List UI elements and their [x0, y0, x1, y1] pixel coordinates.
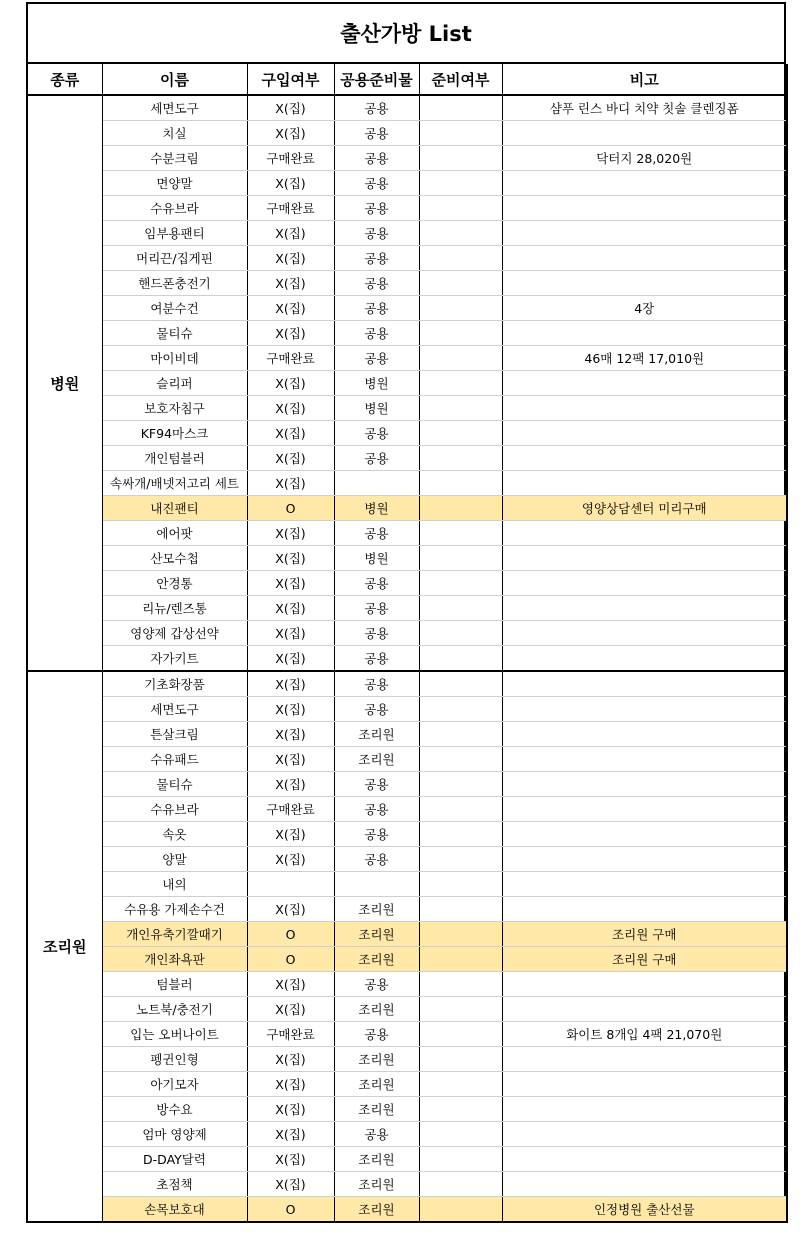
note-cell	[502, 371, 787, 396]
table-row	[27, 671, 787, 697]
item-name-cell: 면양말	[102, 171, 247, 196]
item-name-cell: 초점책	[102, 1172, 247, 1197]
purchase-status-cell: X(집)	[247, 621, 334, 646]
item-name-cell: 안경통	[102, 571, 247, 596]
ready-status-cell	[419, 146, 502, 171]
ready-status-cell	[419, 972, 502, 997]
common-item-cell: 공용	[334, 421, 419, 446]
note-cell	[502, 421, 787, 446]
common-item-cell: 조리원	[334, 1197, 419, 1223]
note-cell	[502, 321, 787, 346]
purchase-status-cell: 구매완료	[247, 346, 334, 371]
note-cell	[502, 1047, 787, 1072]
common-item-cell: 공용	[334, 596, 419, 621]
item-name-cell: 입는 오버나이트	[102, 1022, 247, 1047]
item-name-cell: 기초화장품	[102, 671, 247, 697]
item-name-cell: 양말	[102, 847, 247, 872]
table-row	[27, 571, 787, 596]
common-item-cell: 조리원	[334, 947, 419, 972]
item-name-cell: 텀블러	[102, 972, 247, 997]
purchase-status-cell: X(집)	[247, 596, 334, 621]
item-name-cell: KF94마스크	[102, 421, 247, 446]
note-cell	[502, 546, 787, 571]
item-name-cell: 수유브라	[102, 196, 247, 221]
purchase-status-cell: 구매완료	[247, 1022, 334, 1047]
purchase-status-cell: X(집)	[247, 722, 334, 747]
table-row	[27, 596, 787, 621]
note-cell	[502, 596, 787, 621]
ready-status-cell	[419, 296, 502, 321]
table-row	[27, 1197, 787, 1223]
table-row	[27, 271, 787, 296]
purchase-status-cell: X(집)	[247, 972, 334, 997]
note-cell	[502, 1122, 787, 1147]
table-row	[27, 1022, 787, 1047]
common-item-cell: 공용	[334, 671, 419, 697]
ready-status-cell	[419, 1122, 502, 1147]
purchase-status-cell: X(집)	[247, 1047, 334, 1072]
common-item-cell: 병원	[334, 396, 419, 421]
common-item-cell: 조리원	[334, 1172, 419, 1197]
note-cell	[502, 121, 787, 146]
item-name-cell: 임부용팬티	[102, 221, 247, 246]
note-cell	[502, 571, 787, 596]
purchase-status-cell: X(집)	[247, 95, 334, 121]
purchase-status-cell: X(집)	[247, 1072, 334, 1097]
ready-status-cell	[419, 246, 502, 271]
table-row	[27, 1047, 787, 1072]
note-cell: 조리원 구매	[502, 947, 787, 972]
note-cell	[502, 1097, 787, 1122]
item-name-cell: 튼살크림	[102, 722, 247, 747]
purchase-status-cell: X(집)	[247, 171, 334, 196]
ready-status-cell	[419, 1072, 502, 1097]
ready-status-cell	[419, 697, 502, 722]
ready-status-cell	[419, 196, 502, 221]
ready-status-cell	[419, 396, 502, 421]
purchase-status-cell: X(집)	[247, 1172, 334, 1197]
ready-status-cell	[419, 897, 502, 922]
table-row	[27, 847, 787, 872]
table-row	[27, 321, 787, 346]
table-row	[27, 396, 787, 421]
note-cell	[502, 221, 787, 246]
ready-status-cell	[419, 722, 502, 747]
table-row	[27, 171, 787, 196]
ready-status-cell	[419, 471, 502, 496]
table-row	[27, 1147, 787, 1172]
common-item-cell: 병원	[334, 546, 419, 571]
note-cell: 인정병원 출산선물	[502, 1197, 787, 1223]
purchase-status-cell: X(집)	[247, 296, 334, 321]
header-name: 이름	[102, 64, 247, 95]
ready-status-cell	[419, 1197, 502, 1223]
table-row	[27, 121, 787, 146]
common-item-cell: 공용	[334, 697, 419, 722]
purchase-status-cell: X(집)	[247, 321, 334, 346]
table-row	[27, 922, 787, 947]
purchase-status-cell: 구매완료	[247, 797, 334, 822]
item-name-cell: 산모수첩	[102, 546, 247, 571]
common-item-cell: 공용	[334, 571, 419, 596]
purchase-status-cell: O	[247, 922, 334, 947]
note-cell	[502, 722, 787, 747]
ready-status-cell	[419, 1147, 502, 1172]
ready-status-cell	[419, 596, 502, 621]
item-name-cell: 노트북/충전기	[102, 997, 247, 1022]
purchase-status-cell: X(집)	[247, 646, 334, 672]
common-item-cell: 조리원	[334, 922, 419, 947]
common-item-cell: 조리원	[334, 997, 419, 1022]
purchase-status-cell: X(집)	[247, 271, 334, 296]
note-cell	[502, 246, 787, 271]
common-item-cell: 조리원	[334, 1147, 419, 1172]
purchase-status-cell: X(집)	[247, 471, 334, 496]
common-item-cell	[334, 872, 419, 897]
common-item-cell: 공용	[334, 146, 419, 171]
table-row	[27, 772, 787, 797]
purchase-status-cell: X(집)	[247, 246, 334, 271]
table-row	[27, 446, 787, 471]
ready-status-cell	[419, 822, 502, 847]
table-row	[27, 296, 787, 321]
table-row	[27, 146, 787, 171]
note-cell	[502, 646, 787, 672]
common-item-cell: 공용	[334, 972, 419, 997]
note-cell	[502, 671, 787, 697]
note-cell	[502, 1072, 787, 1097]
note-cell	[502, 171, 787, 196]
note-cell: 화이트 8개입 4팩 21,070원	[502, 1022, 787, 1047]
ready-status-cell	[419, 797, 502, 822]
table-row	[27, 722, 787, 747]
common-item-cell: 병원	[334, 496, 419, 521]
common-item-cell: 조리원	[334, 747, 419, 772]
purchase-status-cell: X(집)	[247, 822, 334, 847]
table-row	[27, 1172, 787, 1197]
ready-status-cell	[419, 346, 502, 371]
common-item-cell: 공용	[334, 1122, 419, 1147]
ready-status-cell	[419, 171, 502, 196]
header-common: 공용준비물	[334, 64, 419, 95]
common-item-cell: 공용	[334, 797, 419, 822]
item-name-cell: 세면도구	[102, 95, 247, 121]
ready-status-cell	[419, 772, 502, 797]
purchase-status-cell: 구매완료	[247, 196, 334, 221]
ready-status-cell	[419, 747, 502, 772]
note-cell	[502, 822, 787, 847]
item-name-cell: 보호자침구	[102, 396, 247, 421]
table-row	[27, 697, 787, 722]
table-row	[27, 221, 787, 246]
ready-status-cell	[419, 571, 502, 596]
purchase-status-cell: X(집)	[247, 1122, 334, 1147]
note-cell: 닥터지 28,020원	[502, 146, 787, 171]
ready-status-cell	[419, 95, 502, 121]
page-title: 출산가방 List	[28, 4, 784, 64]
purchase-status-cell	[247, 872, 334, 897]
purchase-status-cell: X(집)	[247, 121, 334, 146]
table-row	[27, 1072, 787, 1097]
note-cell	[502, 471, 787, 496]
table-row	[27, 496, 787, 521]
common-item-cell: 조리원	[334, 1072, 419, 1097]
table-row	[27, 822, 787, 847]
checklist-table	[26, 64, 788, 1223]
common-item-cell: 공용	[334, 646, 419, 672]
item-name-cell: 세면도구	[102, 697, 247, 722]
common-item-cell: 공용	[334, 1022, 419, 1047]
ready-status-cell	[419, 521, 502, 546]
common-item-cell: 조리원	[334, 1097, 419, 1122]
note-cell	[502, 1172, 787, 1197]
note-cell	[502, 396, 787, 421]
table-row	[27, 1097, 787, 1122]
ready-status-cell	[419, 1022, 502, 1047]
table-row	[27, 196, 787, 221]
purchase-status-cell: X(집)	[247, 897, 334, 922]
common-item-cell: 병원	[334, 371, 419, 396]
item-name-cell: 개인좌욕판	[102, 947, 247, 972]
item-name-cell: 물티슈	[102, 321, 247, 346]
note-cell	[502, 697, 787, 722]
ready-status-cell	[419, 872, 502, 897]
item-name-cell: 엄마 영양제	[102, 1122, 247, 1147]
item-name-cell: 수유브라	[102, 797, 247, 822]
note-cell	[502, 747, 787, 772]
ready-status-cell	[419, 421, 502, 446]
ready-status-cell	[419, 671, 502, 697]
ready-status-cell	[419, 997, 502, 1022]
table-row	[27, 371, 787, 396]
item-name-cell: 펭귄인형	[102, 1047, 247, 1072]
common-item-cell: 공용	[334, 121, 419, 146]
common-item-cell: 공용	[334, 221, 419, 246]
table-row	[27, 872, 787, 897]
ready-status-cell	[419, 847, 502, 872]
table-row	[27, 646, 787, 672]
common-item-cell: 공용	[334, 847, 419, 872]
item-name-cell: 수유용 가제손수건	[102, 897, 247, 922]
purchase-status-cell: X(집)	[247, 396, 334, 421]
purchase-status-cell: X(집)	[247, 446, 334, 471]
item-name-cell: 속싸개/배넷저고리 세트	[102, 471, 247, 496]
common-item-cell: 공용	[334, 621, 419, 646]
common-item-cell: 공용	[334, 772, 419, 797]
table-row	[27, 246, 787, 271]
note-cell	[502, 521, 787, 546]
note-cell: 46매 12팩 17,010원	[502, 346, 787, 371]
common-item-cell: 공용	[334, 271, 419, 296]
purchase-status-cell: X(집)	[247, 371, 334, 396]
common-item-cell: 공용	[334, 246, 419, 271]
item-name-cell: 핸드폰충전기	[102, 271, 247, 296]
common-item-cell: 공용	[334, 95, 419, 121]
item-name-cell: 내의	[102, 872, 247, 897]
item-name-cell: 영양제 갑상선약	[102, 621, 247, 646]
common-item-cell: 공용	[334, 446, 419, 471]
ready-status-cell	[419, 646, 502, 672]
note-cell	[502, 897, 787, 922]
common-item-cell: 조리원	[334, 722, 419, 747]
common-item-cell: 공용	[334, 822, 419, 847]
purchase-status-cell: X(집)	[247, 747, 334, 772]
purchase-status-cell: X(집)	[247, 671, 334, 697]
ready-status-cell	[419, 947, 502, 972]
item-name-cell: 슬리퍼	[102, 371, 247, 396]
table-body	[27, 95, 787, 1222]
common-item-cell: 공용	[334, 196, 419, 221]
item-name-cell: 아기모자	[102, 1072, 247, 1097]
ready-status-cell	[419, 1097, 502, 1122]
common-item-cell: 공용	[334, 321, 419, 346]
common-item-cell: 조리원	[334, 1047, 419, 1072]
ready-status-cell	[419, 446, 502, 471]
ready-status-cell	[419, 496, 502, 521]
item-name-cell: 수유패드	[102, 747, 247, 772]
header-row	[27, 64, 787, 95]
header-ready: 준비여부	[419, 64, 502, 95]
category-cell: 조리원	[27, 671, 102, 1222]
note-cell	[502, 847, 787, 872]
table-row	[27, 797, 787, 822]
note-cell	[502, 446, 787, 471]
ready-status-cell	[419, 271, 502, 296]
ready-status-cell	[419, 1047, 502, 1072]
table-row	[27, 471, 787, 496]
item-name-cell: 치실	[102, 121, 247, 146]
purchase-status-cell: X(집)	[247, 221, 334, 246]
category-cell: 병원	[27, 95, 102, 671]
note-cell	[502, 621, 787, 646]
ready-status-cell	[419, 1172, 502, 1197]
purchase-status-cell: X(집)	[247, 546, 334, 571]
note-cell: 조리원 구매	[502, 922, 787, 947]
note-cell	[502, 196, 787, 221]
note-cell	[502, 997, 787, 1022]
ready-status-cell	[419, 922, 502, 947]
purchase-status-cell: X(집)	[247, 847, 334, 872]
table-row	[27, 421, 787, 446]
common-item-cell: 공용	[334, 521, 419, 546]
table-row	[27, 947, 787, 972]
ready-status-cell	[419, 221, 502, 246]
item-name-cell: 마이비데	[102, 346, 247, 371]
note-cell	[502, 1147, 787, 1172]
purchase-status-cell: 구매완료	[247, 146, 334, 171]
header-category: 종류	[27, 64, 102, 95]
ready-status-cell	[419, 621, 502, 646]
purchase-status-cell: X(집)	[247, 772, 334, 797]
common-item-cell: 공용	[334, 171, 419, 196]
note-cell: 4장	[502, 296, 787, 321]
table-row	[27, 972, 787, 997]
purchase-status-cell: X(집)	[247, 697, 334, 722]
table-row	[27, 897, 787, 922]
table-row	[27, 546, 787, 571]
item-name-cell: 물티슈	[102, 772, 247, 797]
item-name-cell: 자가키트	[102, 646, 247, 672]
item-name-cell: 개인유축기깔때기	[102, 922, 247, 947]
item-name-cell: 개인텀블러	[102, 446, 247, 471]
purchase-status-cell: O	[247, 496, 334, 521]
purchase-status-cell: X(집)	[247, 1147, 334, 1172]
header-note: 비고	[502, 64, 787, 95]
header-purchase: 구입여부	[247, 64, 334, 95]
purchase-status-cell: X(집)	[247, 421, 334, 446]
note-cell	[502, 797, 787, 822]
purchase-status-cell: X(집)	[247, 997, 334, 1022]
common-item-cell	[334, 471, 419, 496]
item-name-cell: 손목보호대	[102, 1197, 247, 1223]
checklist-sheet	[26, 2, 786, 1223]
item-name-cell: 내진팬티	[102, 496, 247, 521]
ready-status-cell	[419, 371, 502, 396]
item-name-cell: 여분수건	[102, 296, 247, 321]
common-item-cell: 공용	[334, 296, 419, 321]
common-item-cell: 공용	[334, 346, 419, 371]
item-name-cell: 리뉴/렌즈통	[102, 596, 247, 621]
table-row	[27, 95, 787, 121]
item-name-cell: 방수요	[102, 1097, 247, 1122]
item-name-cell: 머리끈/집게핀	[102, 246, 247, 271]
item-name-cell: 에어팟	[102, 521, 247, 546]
item-name-cell: 수분크림	[102, 146, 247, 171]
table-row	[27, 346, 787, 371]
note-cell: 영양상담센터 미리구매	[502, 496, 787, 521]
purchase-status-cell: O	[247, 1197, 334, 1223]
note-cell	[502, 872, 787, 897]
ready-status-cell	[419, 121, 502, 146]
purchase-status-cell: O	[247, 947, 334, 972]
note-cell	[502, 972, 787, 997]
table-row	[27, 997, 787, 1022]
purchase-status-cell: X(집)	[247, 521, 334, 546]
purchase-status-cell: X(집)	[247, 1097, 334, 1122]
common-item-cell: 조리원	[334, 897, 419, 922]
ready-status-cell	[419, 321, 502, 346]
item-name-cell: D-DAY달력	[102, 1147, 247, 1172]
note-cell	[502, 772, 787, 797]
note-cell	[502, 271, 787, 296]
table-row	[27, 747, 787, 772]
table-row	[27, 621, 787, 646]
purchase-status-cell: X(집)	[247, 571, 334, 596]
table-row	[27, 521, 787, 546]
item-name-cell: 속옷	[102, 822, 247, 847]
note-cell: 샴푸 린스 바디 치약 칫솔 클렌징폼	[502, 95, 787, 121]
table-row	[27, 1122, 787, 1147]
ready-status-cell	[419, 546, 502, 571]
